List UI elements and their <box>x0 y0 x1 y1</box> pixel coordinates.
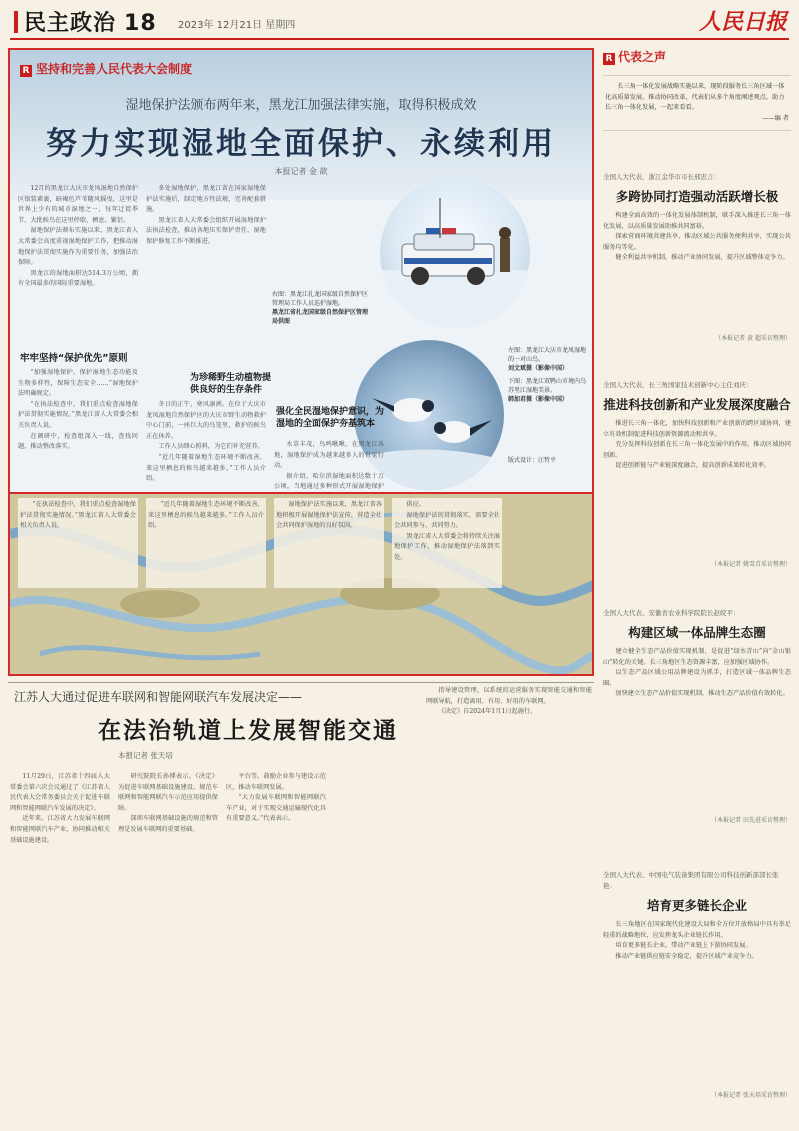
feature-col-1 <box>18 184 138 344</box>
voice-credit: （本报记者 姚雪青采访整理） <box>711 561 791 568</box>
patrol-vehicle-illustration <box>380 178 530 328</box>
paragraph: 推进长三角一体化，加快科技创新和产业创新的跨区域协同，建立有效机制促进科技创新资源流动和共享。 <box>603 420 791 438</box>
paragraph: 加快建立生态产品价值实现机制，推动生态产品价值有效转化。 <box>615 690 789 697</box>
bottom-article <box>8 682 594 1123</box>
right-panel-intro <box>603 75 791 131</box>
voice-credit: （本报记者 黄 超采访整理） <box>715 335 791 342</box>
right-panel-header <box>603 48 791 65</box>
bottom-col-4 <box>426 686 592 1118</box>
caption-credit: 刘文斌摄（影像中国） <box>508 365 569 372</box>
paragraph: 推动产业链供应链安全稳定，提升区域产业竞争力。 <box>615 952 758 960</box>
feature-kicker <box>20 60 192 77</box>
voice-title: 多跨协同打造强动活跃增长极 <box>615 189 779 204</box>
voice-block-1 <box>603 172 791 342</box>
paragraph: 11月29日，江苏省十四届人大常委会第六次会议通过了《江苏省人民代表大会常务委员会关于促进车联网和智能网联汽车发展的决定》。 <box>10 773 110 812</box>
voice-block-2 <box>603 380 791 568</box>
paragraph: 以生态产品区域公用品牌建设为抓手，打造区域一体品牌生态圈。 <box>603 669 791 687</box>
kicker-text: 坚持和完善人民代表大会制度 <box>36 62 193 76</box>
paragraph: 促进创新链与产业链深度融合，提高创新成果转化效率。 <box>615 462 771 469</box>
feature-headline: 努力实现湿地全面保护、永续利用 <box>46 126 556 162</box>
feature-subhead: 湿地保护法颁布两年来，黑龙江加强法律实施，取得积极成效 <box>125 98 477 113</box>
voice-credit: （本报记者 张天培采访整理） <box>711 1092 791 1099</box>
paragraph: “大力发展车联网和智能网联汽车产业，对于实现交通运输现代化具有重要意义。”代表表示。 <box>226 794 326 823</box>
section-title <box>14 6 157 37</box>
feature-col-4 <box>392 498 502 588</box>
photo-patrol-vehicle <box>380 178 530 328</box>
paragraph: 充分发挥科技创新在长三角一体化发展中的作用，推动区域协同创新。 <box>603 441 791 459</box>
layout-credit: 版式设计：汪哲平 <box>508 457 557 464</box>
paragraph: 12月的黑龙江大庆市龙凤湿地自然保护区银装素裹，暗褐色芦苇随风摇曳。这里是世界上少有的城市湿地之一，每年迁徙季节，大批候鸟在这里停歇、栖息、繁衍。 <box>18 185 138 224</box>
paragraph: 湿地保护法颁布实施以来，黑龙江省人大常委会高度重视湿地保护工作，把推动湿地保护法贯彻实施作为重要任务，加强法治保障。 <box>18 227 138 267</box>
feature-col-2 <box>146 184 266 368</box>
feature-col-3b <box>274 498 384 588</box>
paragraph: 探索营商环境共建共享，推动区域公共服务便利共享，实现公共服务均等化。 <box>603 233 791 251</box>
paragraph: “在执法检查中，我们重点检查湿地保护法贯彻实施情况。”黑龙江省人大常委会相关负责人说。 <box>18 400 138 429</box>
paragraph: “在执法检查中，我们重点检查湿地保护法贯彻实施情况。”黑龙江省人大常委会相关负责人说。 <box>20 501 136 530</box>
paragraph: “近几年随着湿地生态环境不断改善，来这里栖息的候鸟越来越多。”工作人员介绍。 <box>148 501 264 530</box>
paragraph: 深圳车联网基础设施的规范和管理是发展车联网的重要基础。 <box>118 815 218 833</box>
voice-title: 构建区域一体品牌生态圈 <box>628 625 766 640</box>
paragraph: 指导建设管理，以系统的运营服务实现智能交通和智能网联导航，打造离用、有用、好用的车联网。 <box>426 687 592 705</box>
feature-wetland-image <box>8 494 594 676</box>
voice-title: 推进科技创新和产业发展深度融合 <box>603 397 791 412</box>
section-name: 民主政治 <box>24 11 117 36</box>
voice-body <box>603 419 791 559</box>
voice-title: 培育更多链长企业 <box>646 898 747 913</box>
voice-speaker: 全国人大代表、长三角国家技术创新中心主任刘庆： <box>603 381 753 389</box>
right-panel-representative-voices <box>603 48 791 1123</box>
paragraph: 黑龙江省人大常委会将持续关注湿地保护工作，推动湿地保护法落到实处。 <box>394 532 500 561</box>
paragraph: 湿地保护法实施以来，黑龙江省各地积极开展湿地保护法宣传，营造全社会共同保护湿地的良好氛围。 <box>276 501 382 530</box>
paragraph: 研究院院长孙博表示。《决定》为促进车联网基础设施建设、规范车联网和智能网联汽车示范应用提供保障。 <box>118 773 218 812</box>
voice-speaker: 全国人大代表、浙江金华市市长邢忠言： <box>603 173 720 181</box>
feature-col-2c <box>146 498 266 588</box>
paragraph: 供应。 <box>406 501 425 508</box>
voice-block-3 <box>603 608 791 824</box>
caption-credit: 黑龙江省扎龙国家级自然保护区管理局供图 <box>272 309 369 325</box>
paragraph: 黑龙江省人大常委会组织开展湿地保护法执法检查，推动各地压实保护责任，湿地保护修复工作不断推进。 <box>146 216 266 245</box>
voice-body <box>603 211 791 333</box>
paragraph: 冬日的正午，寒风凛冽。在位于大庆市龙凤湿地自然保护区的大庆市野生动物救护中心门前，一座巨大的鸟笼里，救护的候鸟正在休养。 <box>146 401 266 440</box>
intro-editor: ——编 者 <box>762 114 789 122</box>
section-heading-2: 为珍稀野生动植物提供良好的生存条件 <box>190 373 272 395</box>
paragraph: 水草丰茂，鸟鸣啾啾。在黑龙江各地，湿地保护成为越来越多人的自觉行动。 <box>274 441 384 470</box>
paragraph: 培育更多链长企业，带动产业链上下游协同发展。 <box>615 942 752 949</box>
voice-speaker: 全国人大代表、中国电气装备集团有限公司科技创新部部长张艳： <box>603 871 779 890</box>
issue-date: 2023年 12月21日 星期四 <box>178 20 296 31</box>
caption-patrol <box>272 290 372 326</box>
masthead <box>0 0 799 42</box>
feature-article <box>8 48 594 494</box>
paragraph: 据介绍，哈尔滨湿地面积达数十万公顷，当地通过多种形式开展湿地保护 <box>274 472 384 491</box>
caption-text: 左图：黑龙江大庆市龙凤湿地的一对山鸟。 <box>508 347 587 363</box>
masthead-rule <box>10 38 789 40</box>
section-heading-1: 牢牢坚持“保护优先”原则 <box>20 353 128 364</box>
paragraph: 构建全面高效的一体化发展体制机制，联手深入推进长三角一体化发展，以高质量发展助推共同富裕。 <box>603 212 791 230</box>
feature-byline: 本报记者 金 歆 <box>274 167 328 176</box>
kicker-badge: R <box>20 65 32 77</box>
divider-rule <box>8 682 594 683</box>
paragraph: “加强湿地保护，保护湿地生态功能及生物多样性，保障生态安全……”湿地保护法明确规定。 <box>18 369 138 398</box>
paragraph: 近年来，江苏省大力发展车联网和智能网联汽车产业，协同推动相关基础设施建设。 <box>10 815 110 844</box>
voice-body <box>603 920 791 1090</box>
bottom-subtitle: 江苏人大通过促进车联网和智能网联汽车发展决定—— <box>14 690 303 704</box>
caption-text: 下图：黑龙江双鸭山市境内乌苏里江湿地美景。 <box>508 378 587 394</box>
caption-credit: 韩加君摄（影像中国） <box>508 396 569 403</box>
voice-block-4 <box>603 870 791 1099</box>
header-text: 代表之声 <box>618 50 667 64</box>
bottom-col-1 <box>10 772 110 1118</box>
intro-text: 长三角一体化发展战略实施以来，现阶段服务长三角区域一体化高质量发展，推动协同改革，代表们从多个角度阐述观点，助力长三角一体化发展，一起来看看。 <box>605 83 785 111</box>
bottom-col-3 <box>226 772 326 1118</box>
paragraph: 黑龙江的湿地面积达514.3万公顷，拥有全国最多的国际重要湿地。 <box>18 269 138 288</box>
feature-col-3 <box>274 440 384 492</box>
paragraph: “近几年随着湿地生态环境不断改善，来这里栖息的候鸟越来越多。”工作人员介绍。 <box>146 453 266 483</box>
paragraph: 在调研中，检查组深入一线，查找问题，推动整改落实。 <box>18 432 138 451</box>
paragraph: 建立健全生态产品价值实现机制，是促进“绿水青山”向“金山银山”转化的关键。长三角地区生态资源丰富，应加强区域协作。 <box>603 648 791 666</box>
voice-speaker: 全国人大代表、安徽省农业科学院院长赵皖平： <box>603 609 740 617</box>
paragraph: 平台等。鼓励企业参与建设示范区，推动车联网发展。 <box>226 773 326 791</box>
paragraph: 健全利益共享机制，推动产业协同发展，提升区域整体竞争力。 <box>615 254 789 261</box>
section-accent-bar <box>14 11 18 33</box>
paragraph: 工作人员细心照料，为它们补充营养。 <box>158 443 264 451</box>
paragraph: 《决定》自2024年1月1日起施行。 <box>438 708 537 716</box>
caption-text: 右图：黑龙江扎龙国家级自然保护区管理局工作人员巡护湿地。 <box>272 291 369 307</box>
paragraph: 湿地保护法的贯彻落实，需要全社会共同参与、共同努力。 <box>394 511 500 530</box>
voice-body <box>603 647 791 815</box>
voice-credit: （本报记者 田先进采访整理） <box>711 817 791 824</box>
bottom-byline: 本报记者 张天培 <box>118 751 173 760</box>
section-heading-3: 强化全民湿地保护意识，为湿地的全面保护夯基筑本 <box>276 407 385 429</box>
page-number: 18 <box>124 11 157 36</box>
feature-col-1b <box>18 368 138 492</box>
feature-col-2b <box>146 400 266 494</box>
header-badge: R <box>603 53 615 65</box>
bottom-headline: 在法治轨道上发展智能交通 <box>98 718 398 744</box>
paragraph: 长三角地区在国家现代化建设大局和全方位开放格局中具有举足轻重的战略地位，应发挥龙头企业链长作用。 <box>603 921 791 939</box>
newspaper-logo: 人民日报 <box>698 9 787 35</box>
bottom-col-2 <box>118 772 218 1118</box>
paragraph: 多处湿地保护，黑龙江省在国家湿地保护法实施后，制定地方性法规，完善配套措施。 <box>146 185 266 214</box>
feature-col-1c <box>18 498 138 588</box>
caption-birds <box>508 346 590 404</box>
